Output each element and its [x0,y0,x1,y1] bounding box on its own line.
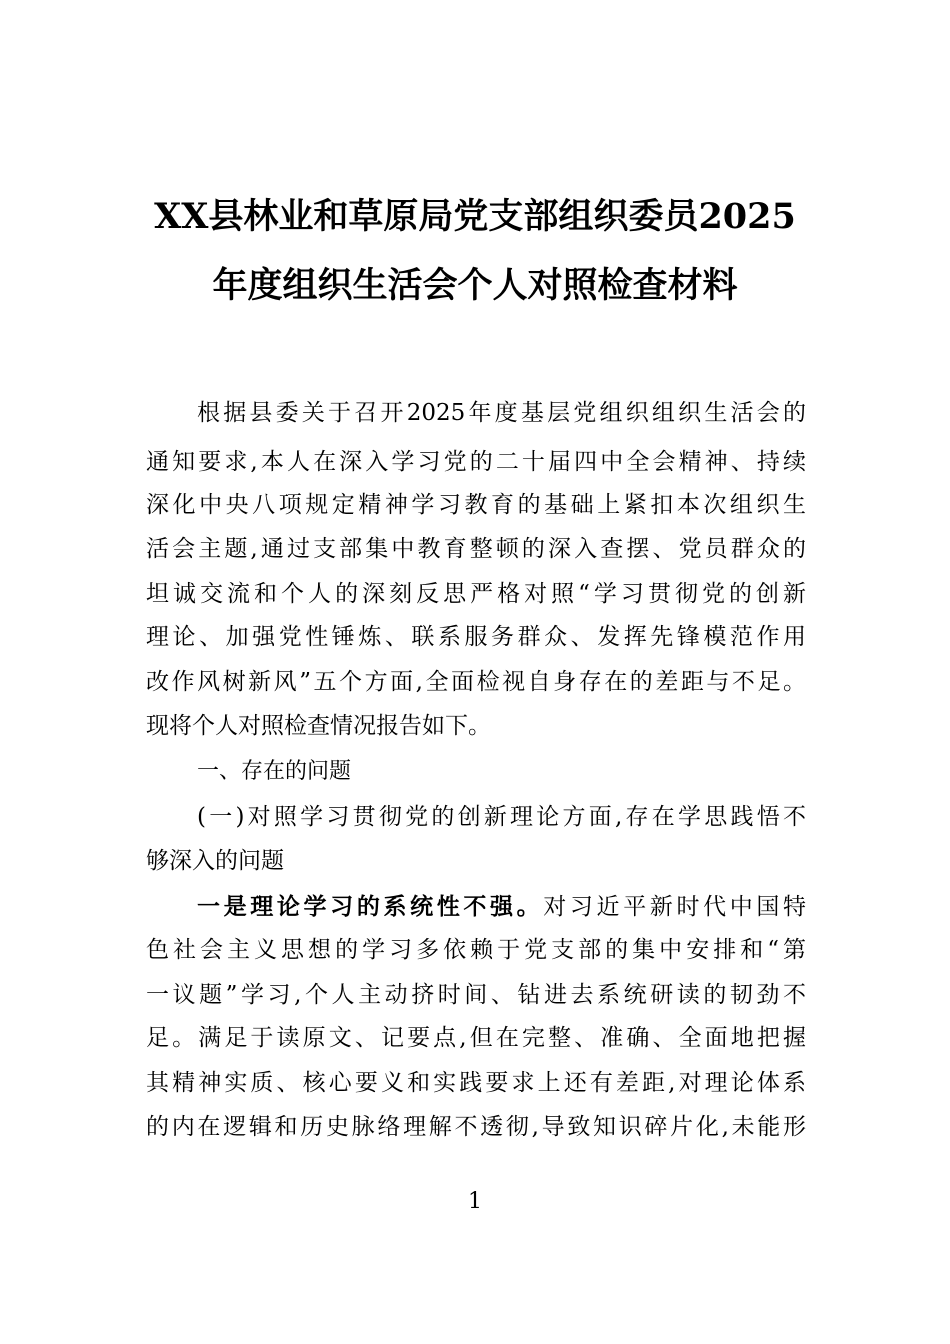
point-one-line: 色社会主义思想的学习多依赖于党支部的集中安排和“第 [146,937,806,963]
subsection-heading-line: 够深入的问题 [146,848,284,874]
point-one-line: 其精神实质、核心要义和实践要求上还有差距,对理论体系 [146,1070,806,1096]
point-one-line: 的内在逻辑和历史脉络理解不透彻,导致知识碎片化,未能形 [146,1114,806,1140]
intro-paragraph-line: 根据县委关于召开2025年度基层党组织组织生活会的 [197,400,806,426]
document-title-line-1: XX县林业和草原局党支部组织委员2025 [154,196,796,237]
intro-paragraph-line: 现将个人对照检查情况报告如下。 [146,713,491,739]
intro-paragraph-line: 深化中央八项规定精神学习教育的基础上紧扣本次组织生 [146,492,806,518]
point-one-line: 足。满足于读原文、记要点,但在完整、准确、全面地把握 [146,1025,806,1051]
point-one-line: 一议题”学习,个人主动挤时间、钻进去系统研读的韧劲不 [146,982,806,1008]
subsection-heading-line: (一)对照学习贯彻党的创新理论方面,存在学思践悟不 [197,804,806,830]
page-number: 1 [468,1189,482,1214]
intro-paragraph-line: 通知要求,本人在深入学习党的二十届四中全会精神、持续 [146,449,806,475]
intro-paragraph-line: 活会主题,通过支部集中教育整顿的深入查摆、党员群众的 [146,536,806,562]
document-title-line-2: 年度组织生活会个人对照检查材料 [212,265,738,306]
point-one-first-line-rest: 对习近平新时代中国特 [543,894,807,920]
intro-paragraph-line: 坦诚交流和个人的深刻反思严格对照“学习贯彻党的创新 [146,581,806,607]
point-one-first-line [197,893,806,922]
intro-paragraph-line: 改作风树新风”五个方面,全面检视自身存在的差距与不足。 [146,669,806,695]
intro-paragraph-line: 理论、加强党性锤炼、联系服务群众、发挥先锋模范作用 [146,624,806,650]
point-one-lead: 一是理论学习的系统性不强。 [197,893,544,920]
section-heading: 一、存在的问题 [197,759,352,784]
